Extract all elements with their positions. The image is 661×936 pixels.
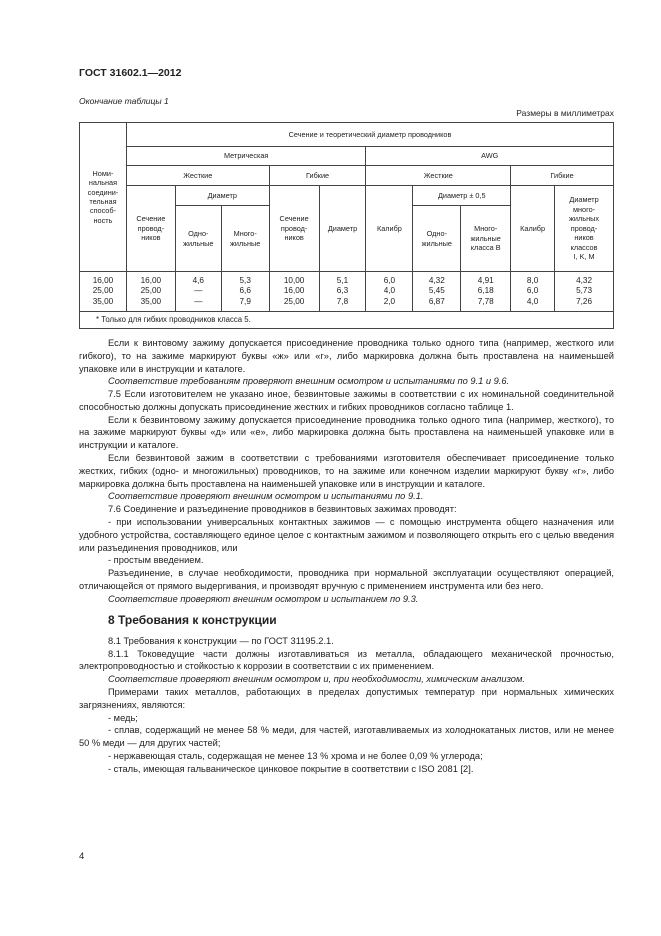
compliance-note: Соответствие проверяют внешним осмотром и, при необходимости, химическим анализом. <box>108 674 525 685</box>
compliance-note: Соответствие проверяют внешним осмотром и испытанием по 9.3. <box>108 593 419 604</box>
header-diameter-tolerance: Диаметр ± 0,5 <box>413 186 511 206</box>
header-awg-flex: Гибкие <box>511 166 614 186</box>
data-cell: 16,00 25,00 35,00 <box>126 272 175 312</box>
header-section-rigid: Сечение провод- ников <box>126 186 175 272</box>
list-item: - сталь, имеющая гальваническое цинковое покрытие в соответствии с ISO 2081 [2]. <box>108 763 474 774</box>
clause-7-5: 7.5 Если изготовителем не указано иное, безвинтовые зажимы в соответствии с их номинальной соединительной способностью должны допускать присоединение жестких и гибких проводников согласно таблице 1. <box>79 389 614 412</box>
document-header: ГОСТ 31602.1—2012 <box>79 67 182 79</box>
data-cell: 4,6 — — <box>175 272 221 312</box>
data-cell: 4,91 6,18 7,78 <box>461 272 511 312</box>
header-metric: Метрическая <box>126 147 366 166</box>
data-cell: 4,32 5,73 7,26 <box>555 272 614 312</box>
clause-8-1-1: 8.1.1 Токоведущие части должны изготавливаться из металла, обладающего механической прочностью, электропроводностью и стойкостью к коррозии в соответствии с их применением. <box>79 648 614 672</box>
table-units-note: Размеры в миллиметрах <box>516 108 614 118</box>
data-cell: 6,0 4,0 2,0 <box>366 272 413 312</box>
header-diameter-flex: Диаметр <box>319 186 366 272</box>
table-footnote: * Только для гибких проводников класса 5. <box>80 311 614 328</box>
paragraph: Примерами таких металлов, работающих в пределах допустимых температур при нормальных химических загрязнениях, являются: <box>79 687 614 710</box>
compliance-note: Соответствие требованиям проверяют внешним осмотром и испытаниями по 9.1 и 9.6. <box>108 376 510 387</box>
header-metric-flex: Гибкие <box>269 166 366 186</box>
table-data-row <box>80 272 614 312</box>
compliance-note: Соответствие проверяют внешним осмотром и испытаниями по 9.1. <box>108 491 424 502</box>
header-nominal-capacity: Номи- нальная соедини- тельная способ- ность <box>80 123 127 272</box>
list-item: - медь; <box>108 712 138 723</box>
header-diameter-multi-classes: Диаметр много- жильных провод- ников классов I, K, M <box>555 186 614 272</box>
data-cell: 5,3 6,6 7,9 <box>221 272 269 312</box>
header-metric-rigid: Жесткие <box>126 166 269 186</box>
paragraph: Если к винтовому зажиму допускается присоединение проводника только одного типа (например, жесткого или гибкого), то на зажиме маркируют буквы «ж» или «г», либо маркировка должна быть проставлена на наименьшей упаковке или в инструкции и каталоге. <box>79 338 614 374</box>
header-awg: AWG <box>366 147 614 166</box>
data-cell: 8,0 6,0 4,0 <box>511 272 555 312</box>
list-item: - простым введением. <box>108 555 204 566</box>
paragraph: Если к безвинтовому зажиму допускается присоединение проводника только одного типа (например, жесткого), то на зажиме маркируют буквы «д» или «е», либо маркировка должна быть проставлена на наименьшей упаковке или в инструкции и каталоге. <box>79 414 614 451</box>
list-item: - нержавеющая сталь, содержащая не менее 13 % хрома и не более 0,09 % углерода; <box>108 750 483 761</box>
list-item: - при использовании универсальных контактных зажимов — с помощью инструмента общего назначения или удобного устройства, составляющего единое целое с контактным зажимом и позволяющего открыть его с целью введения или разъединения проводников, или <box>79 516 614 553</box>
page-number: 4 <box>79 851 85 862</box>
header-awg-multi-class-b: Много- жильные класса B <box>461 206 511 272</box>
list-item: - сплав, содержащий не менее 58 % меди, для частей, изготавливаемых из холоднокатаных листов, или не менее 50 % меди — для других частей; <box>79 725 614 749</box>
header-awg-single-core: Одно- жильные <box>413 206 461 272</box>
section-heading: 8 Требования к конструкции <box>108 613 277 628</box>
clause-7-6: 7.6 Соединение и разъединение проводников в безвинтовых зажимах проводят: <box>108 504 457 515</box>
header-gauge-flex: Калибр <box>511 186 555 272</box>
clause-8-1: 8.1 Требования к конструкции — по ГОСТ 31195.2.1. <box>108 635 334 646</box>
header-section: Сечение и теоретический диаметр проводников <box>126 123 613 147</box>
conductor-table <box>79 122 614 329</box>
data-cell: 10,00 16,00 25,00 <box>269 272 319 312</box>
data-cell: 16,00 25,00 35,00 <box>80 272 127 312</box>
header-gauge-rigid: Калибр <box>366 186 413 272</box>
data-cell: 4,32 5,45 6,87 <box>413 272 461 312</box>
data-cell: 5,1 6,3 7,8 <box>319 272 366 312</box>
header-multi-core: Много- жильные <box>221 206 269 272</box>
header-section-flex: Сечение провод- ников <box>269 186 319 272</box>
header-single-core: Одно- жильные <box>175 206 221 272</box>
paragraph: Если безвинтовой зажим в соответствии с требованиями изготовителя обеспечивает присоединение только жестких, гибких (одно- и многожильных) проводников, то на зажиме или конечном изделии маркируют букву «г», либо маркировка должна быть проставлена на наименьшей упаковке или в инструкции и каталоге. <box>79 453 614 489</box>
table-caption: Окончание таблицы 1 <box>79 96 169 106</box>
document-body <box>79 337 614 776</box>
header-diameter-rigid: Диаметр <box>175 186 269 206</box>
header-awg-rigid: Жесткие <box>366 166 511 186</box>
paragraph: Разъединение, в случае необходимости, проводника при нормальной эксплуатации осуществляют операцией, отличающейся от прямого выдергивания, и производят вручную с применением инструмента или без него. <box>79 568 614 591</box>
